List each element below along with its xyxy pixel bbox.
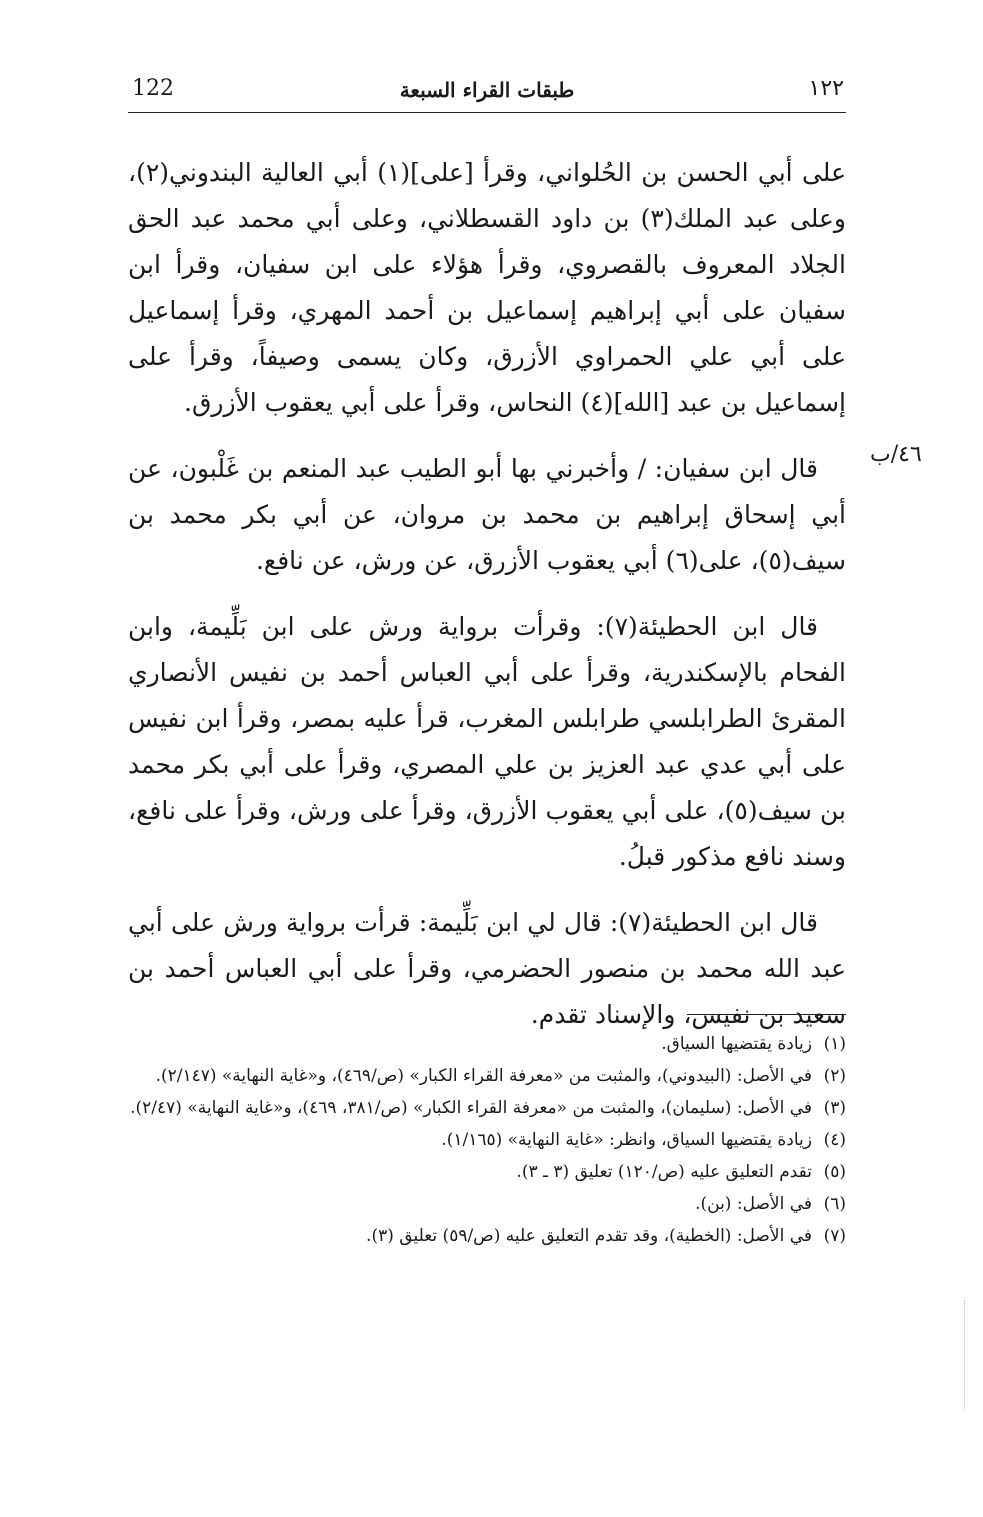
scan-edge-mark xyxy=(964,1300,965,1410)
footnote-number: (٤) xyxy=(823,1130,846,1150)
footnote xyxy=(128,1158,846,1187)
footnotes xyxy=(128,1030,846,1254)
footnote-text: في الأصل: (البيدوني)، والمثبت من «معرفة القراء الكبار» (ص/٤٦٩)، و«غاية النهاية» (٢/١٤٧). xyxy=(155,1066,812,1086)
footnote xyxy=(128,1030,846,1059)
main-text xyxy=(128,150,846,1058)
footnote-text: في الأصل: (الخطية)، وقد تقدم التعليق عليه (ص/٥٩) تعليق (٣). xyxy=(366,1226,812,1246)
footnote xyxy=(128,1190,846,1219)
footnote xyxy=(128,1094,846,1123)
footnote xyxy=(128,1062,846,1091)
manuscript-folio-marker: ٤٦/ب xyxy=(870,442,922,467)
footnote xyxy=(128,1222,846,1251)
page-number-latin: 122 xyxy=(132,76,174,101)
paragraph: قال ابن سفيان: / وأخبرني بها أبو الطيب عبد المنعم بن غَلْبون، عن أبي إسحاق إبراهيم بن محمد بن مروان، عن أبي بكر محمد بن سيف(٥)، على(٦) أبي يعقوب الأزرق، عن ورش، عن نافع. xyxy=(128,454,846,575)
footnote-text: زيادة يقتضيها السياق، وانظر: «غاية النهاية» (١/١٦٥). xyxy=(441,1130,812,1150)
footnote-number: (٧) xyxy=(823,1226,846,1246)
paragraph: قال ابن الحطيئة(٧): قال لي ابن بَلِّيمة: قرأت برواية ورش على أبي عبد الله محمد بن منصور الحضرمي، وقرأ على أبي العباس أحمد بن سعيد بن نفيس، والإسناد تقدم. xyxy=(128,908,846,1029)
footnote-number: (٥) xyxy=(823,1162,846,1182)
page-header xyxy=(128,72,846,113)
footnote-text: زيادة يقتضيها السياق. xyxy=(661,1034,812,1054)
footnote-separator xyxy=(687,1014,846,1015)
footnote xyxy=(128,1126,846,1155)
paragraph: قال ابن الحطيئة(٧): وقرأت برواية ورش على ابن بَلِّيمة، وابن الفحام بالإسكندرية، وقرأ على أبي العباس أحمد بن نفيس الأنصاري المقرئ الطرابلسي طرابلس المغرب، قرأ عليه بمصر، وقرأ ابن نفيس على أبي عدي عبد العزيز بن علي المصري، وقرأ على أبي بكر محمد بن سيف(٥)، على أبي يعقوب الأزرق، وقرأ على ورش، وقرأ على نافع، وسند نافع مذكور قبلُ. xyxy=(128,612,847,871)
paragraph: على أبي الحسن بن الحُلواني، وقرأ [على](١) أبي العالية البندوني(٢)، وعلى عبد الملك(٣) بن داود القسطلاني، وعلى أبي محمد عبد الحق الجلاد المعروف بالقصروي، وقرأ هؤلاء على ابن سفيان، وقرأ ابن سفيان على أبي إبراهيم إسماعيل بن أحمد المهري، وقرأ إسماعيل على أبي علي الحمراوي الأزرق، وكان يسمى وصيفاً، وقرأ على إسماعيل بن عبد [الله](٤) النحاس، وقرأ على أبي يعقوب الأزرق. xyxy=(128,158,846,417)
footnote-text: في الأصل: (بن). xyxy=(695,1194,812,1214)
footnote-text: في الأصل: (سليمان)، والمثبت من «معرفة القراء الكبار» (ص/٣٨١، ٤٦٩)، و«غاية النهاية» (٢/٤٧). xyxy=(130,1098,812,1118)
footnote-number: (٦) xyxy=(823,1194,846,1214)
footnote-number: (٢) xyxy=(823,1066,846,1086)
footnote-text: تقدم التعليق عليه (ص/١٢٠) تعليق (٣ ـ ٣). xyxy=(516,1162,812,1182)
page-number-arabic: ١٢٢ xyxy=(808,76,844,101)
footnote-number: (٣) xyxy=(823,1098,846,1118)
footnote-number: (١) xyxy=(823,1034,846,1054)
running-title: طبقات القراء السبعة xyxy=(399,78,575,102)
